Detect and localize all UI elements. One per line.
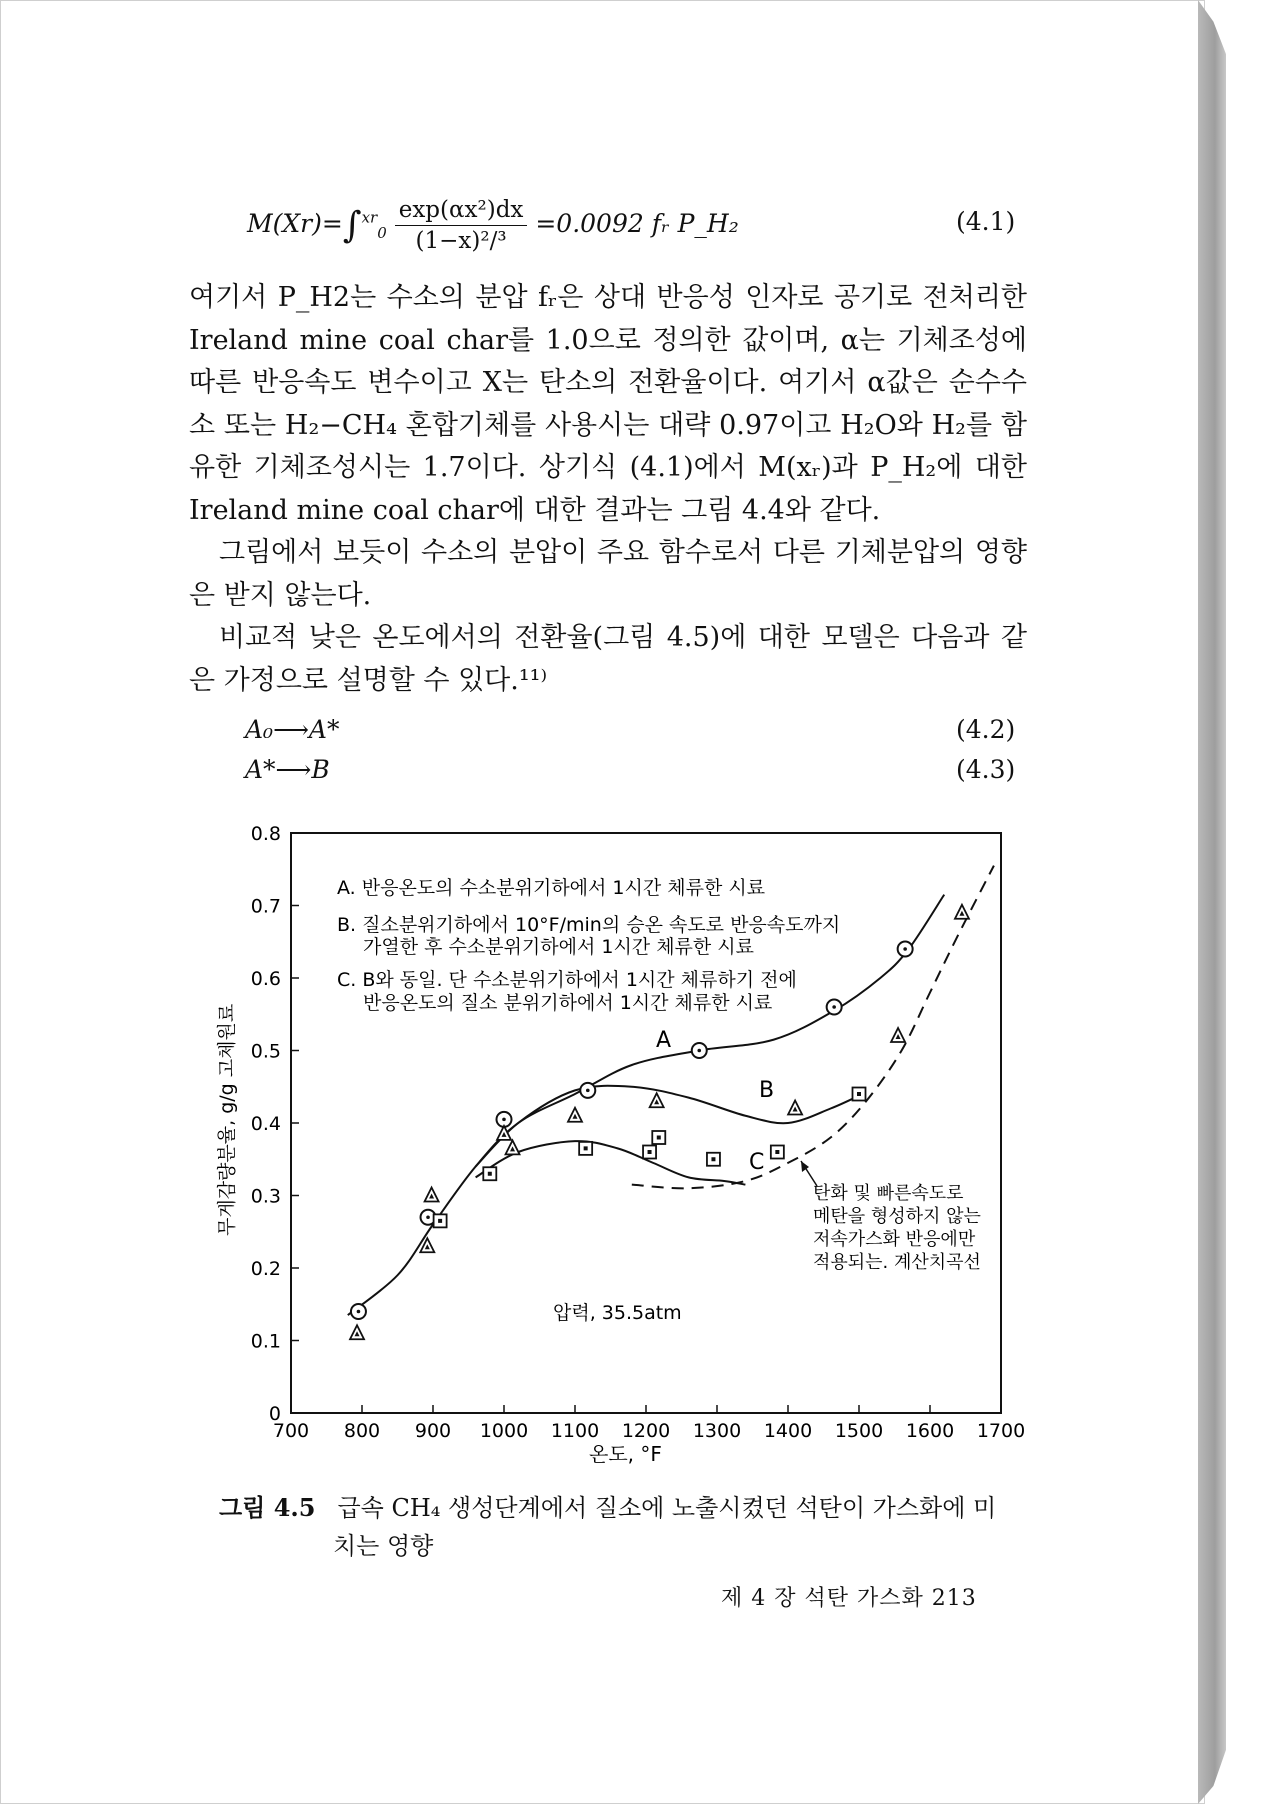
eq1-lhs: M(Xr)=: [247, 209, 343, 238]
x-axis-label: 온도, °F: [589, 1442, 662, 1466]
y-tick-label: 0.6: [250, 968, 281, 990]
point-series-c-inner: [648, 1150, 652, 1154]
paragraph-1: 여기서 P_H2는 수소의 분압 fᵣ은 상대 반응성 인자로 공기로 전처리한 Ireland mine coal char를 1.0으로 정의한 값이며, α는 기체조성에 따른 반응속도 변수이고 X는 탄소의 전환율이다. 여기서 α값은 순수수소 또는 H₂−CH₄ 혼합기체를 사용시는 대략 0.97이고 H₂O와 H₂를 함유한 기체조성시는 1.7이다. 상기식 (4.1)에서 M(xᵣ)과 P_H₂에 대한 Ireland mine coal char에 대한 결과는 그림 4.4와 같다.: [189, 282, 1027, 526]
legend-line-c1: C. B와 동일. 단 수소분위기하에서 1시간 체류하기 전에: [337, 969, 797, 991]
figure-4-5-chart: [1, 1, 1206, 1501]
eq1-numerator: exp(αx²)dx: [395, 197, 528, 226]
point-series-c-inner: [488, 1172, 492, 1176]
dashed-note-4: 적용되는. 계산치곡선: [813, 1252, 981, 1273]
y-tick-label: 0.4: [250, 1113, 281, 1135]
page-footer: 제 4 장 석탄 가스화 213: [721, 1586, 977, 1611]
eq3-number: (4.3): [956, 755, 1016, 784]
point-series-c-inner: [584, 1146, 588, 1150]
point-series-a-center: [832, 1005, 836, 1009]
x-tick-label: 1700: [976, 1420, 1026, 1442]
point-series-c-inner: [857, 1092, 861, 1096]
y-tick-label: 0.7: [250, 895, 281, 918]
equation-4-3: A*⟶B: [245, 755, 330, 784]
eq2-number: (4.2): [956, 715, 1016, 744]
caption-label: 그림 4.5: [219, 1493, 316, 1522]
y-tick-label: 0.2: [250, 1258, 281, 1280]
x-tick-label: 1100: [550, 1420, 600, 1442]
x-tick-label: 1500: [834, 1420, 884, 1442]
legend-line-b1: B. 질소분위기하에서 10°F/min의 승온 속도로 반응속도까지: [337, 914, 841, 936]
eq1-rhs: =0.0092 fᵣ P_H₂: [535, 209, 739, 238]
caption-line-2: 치는 영향: [333, 1532, 434, 1560]
caption-line-1: 급속 CH₄ 생성단계에서 질소에 노출시켰던 석탄이 가스화에 미: [337, 1494, 997, 1522]
integral-sign: ∫: [342, 205, 362, 246]
legend-line-b2: 가열한 후 수소분위기하에서 1시간 체류한 시료: [363, 936, 755, 958]
dashed-note-3: 저속가스화 반응에만: [813, 1229, 976, 1250]
legend-line-c2: 반응온도의 질소 분위기하에서 1시간 체류한 시료: [363, 992, 773, 1014]
x-tick-label: 800: [343, 1420, 381, 1442]
integral-lower: 0: [377, 224, 387, 242]
point-series-c-inner: [657, 1136, 661, 1140]
x-tick-label: 700: [272, 1420, 310, 1442]
integral-upper: xr: [361, 208, 378, 227]
paragraph-3: 비교적 낮은 온도에서의 전환율(그림 4.5)에 대한 모델은 다음과 같은 가정으로 설명할 수 있다.¹¹⁾: [189, 622, 1027, 696]
x-tick-label: 1200: [621, 1420, 671, 1442]
equation-4-2: A₀⟶A*: [245, 715, 340, 744]
curve-label-c: C: [749, 1150, 765, 1175]
x-tick-label: 1000: [479, 1420, 529, 1442]
figure-caption: [219, 1489, 996, 1565]
pressure-label: 압력, 35.5atm: [553, 1302, 682, 1324]
curve-label-a: A: [656, 1028, 672, 1053]
point-series-a-center: [357, 1310, 361, 1314]
point-series-c-inner: [775, 1150, 779, 1154]
x-tick-label: 1600: [905, 1420, 955, 1442]
y-tick-label: 0.3: [250, 1185, 281, 1208]
point-series-a-center: [697, 1049, 701, 1053]
x-tick-label: 900: [414, 1420, 452, 1442]
dashed-note-1: 탄화 및 빠른속도로: [813, 1183, 964, 1204]
eq1-denominator: (1−x)²/³: [415, 228, 507, 254]
legend-line-a: A. 반응온도의 수소분위기하에서 1시간 체류한 시료: [337, 877, 766, 899]
x-tick-label: 1400: [763, 1420, 813, 1442]
y-tick-label: 0: [268, 1403, 281, 1425]
curve-label-b: B: [759, 1078, 775, 1103]
x-tick-label: 1300: [692, 1420, 742, 1442]
y-tick-label: 0.5: [250, 1040, 281, 1063]
page-edge-shadow: [1198, 0, 1226, 1804]
eq1-number: (4.1): [956, 207, 1016, 236]
dashed-note-2: 메탄을 형성하지 않는: [813, 1206, 981, 1227]
point-series-c-inner: [438, 1219, 442, 1223]
point-series-c-inner: [711, 1157, 715, 1161]
y-tick-label: 0.8: [250, 823, 281, 845]
paragraph-2: 그림에서 보듯이 수소의 분압이 주요 함수로서 다른 기체분압의 영향은 받지 않는다.: [189, 537, 1027, 611]
point-series-a-center: [903, 947, 907, 951]
curve-b: [476, 1086, 863, 1167]
point-series-a-center: [426, 1215, 430, 1219]
point-series-a-center: [586, 1089, 590, 1093]
point-series-a-center: [502, 1118, 506, 1122]
y-tick-label: 0.1: [250, 1330, 281, 1353]
y-axis-label: 무게감량분율, g/g 고체원료: [216, 1003, 238, 1236]
